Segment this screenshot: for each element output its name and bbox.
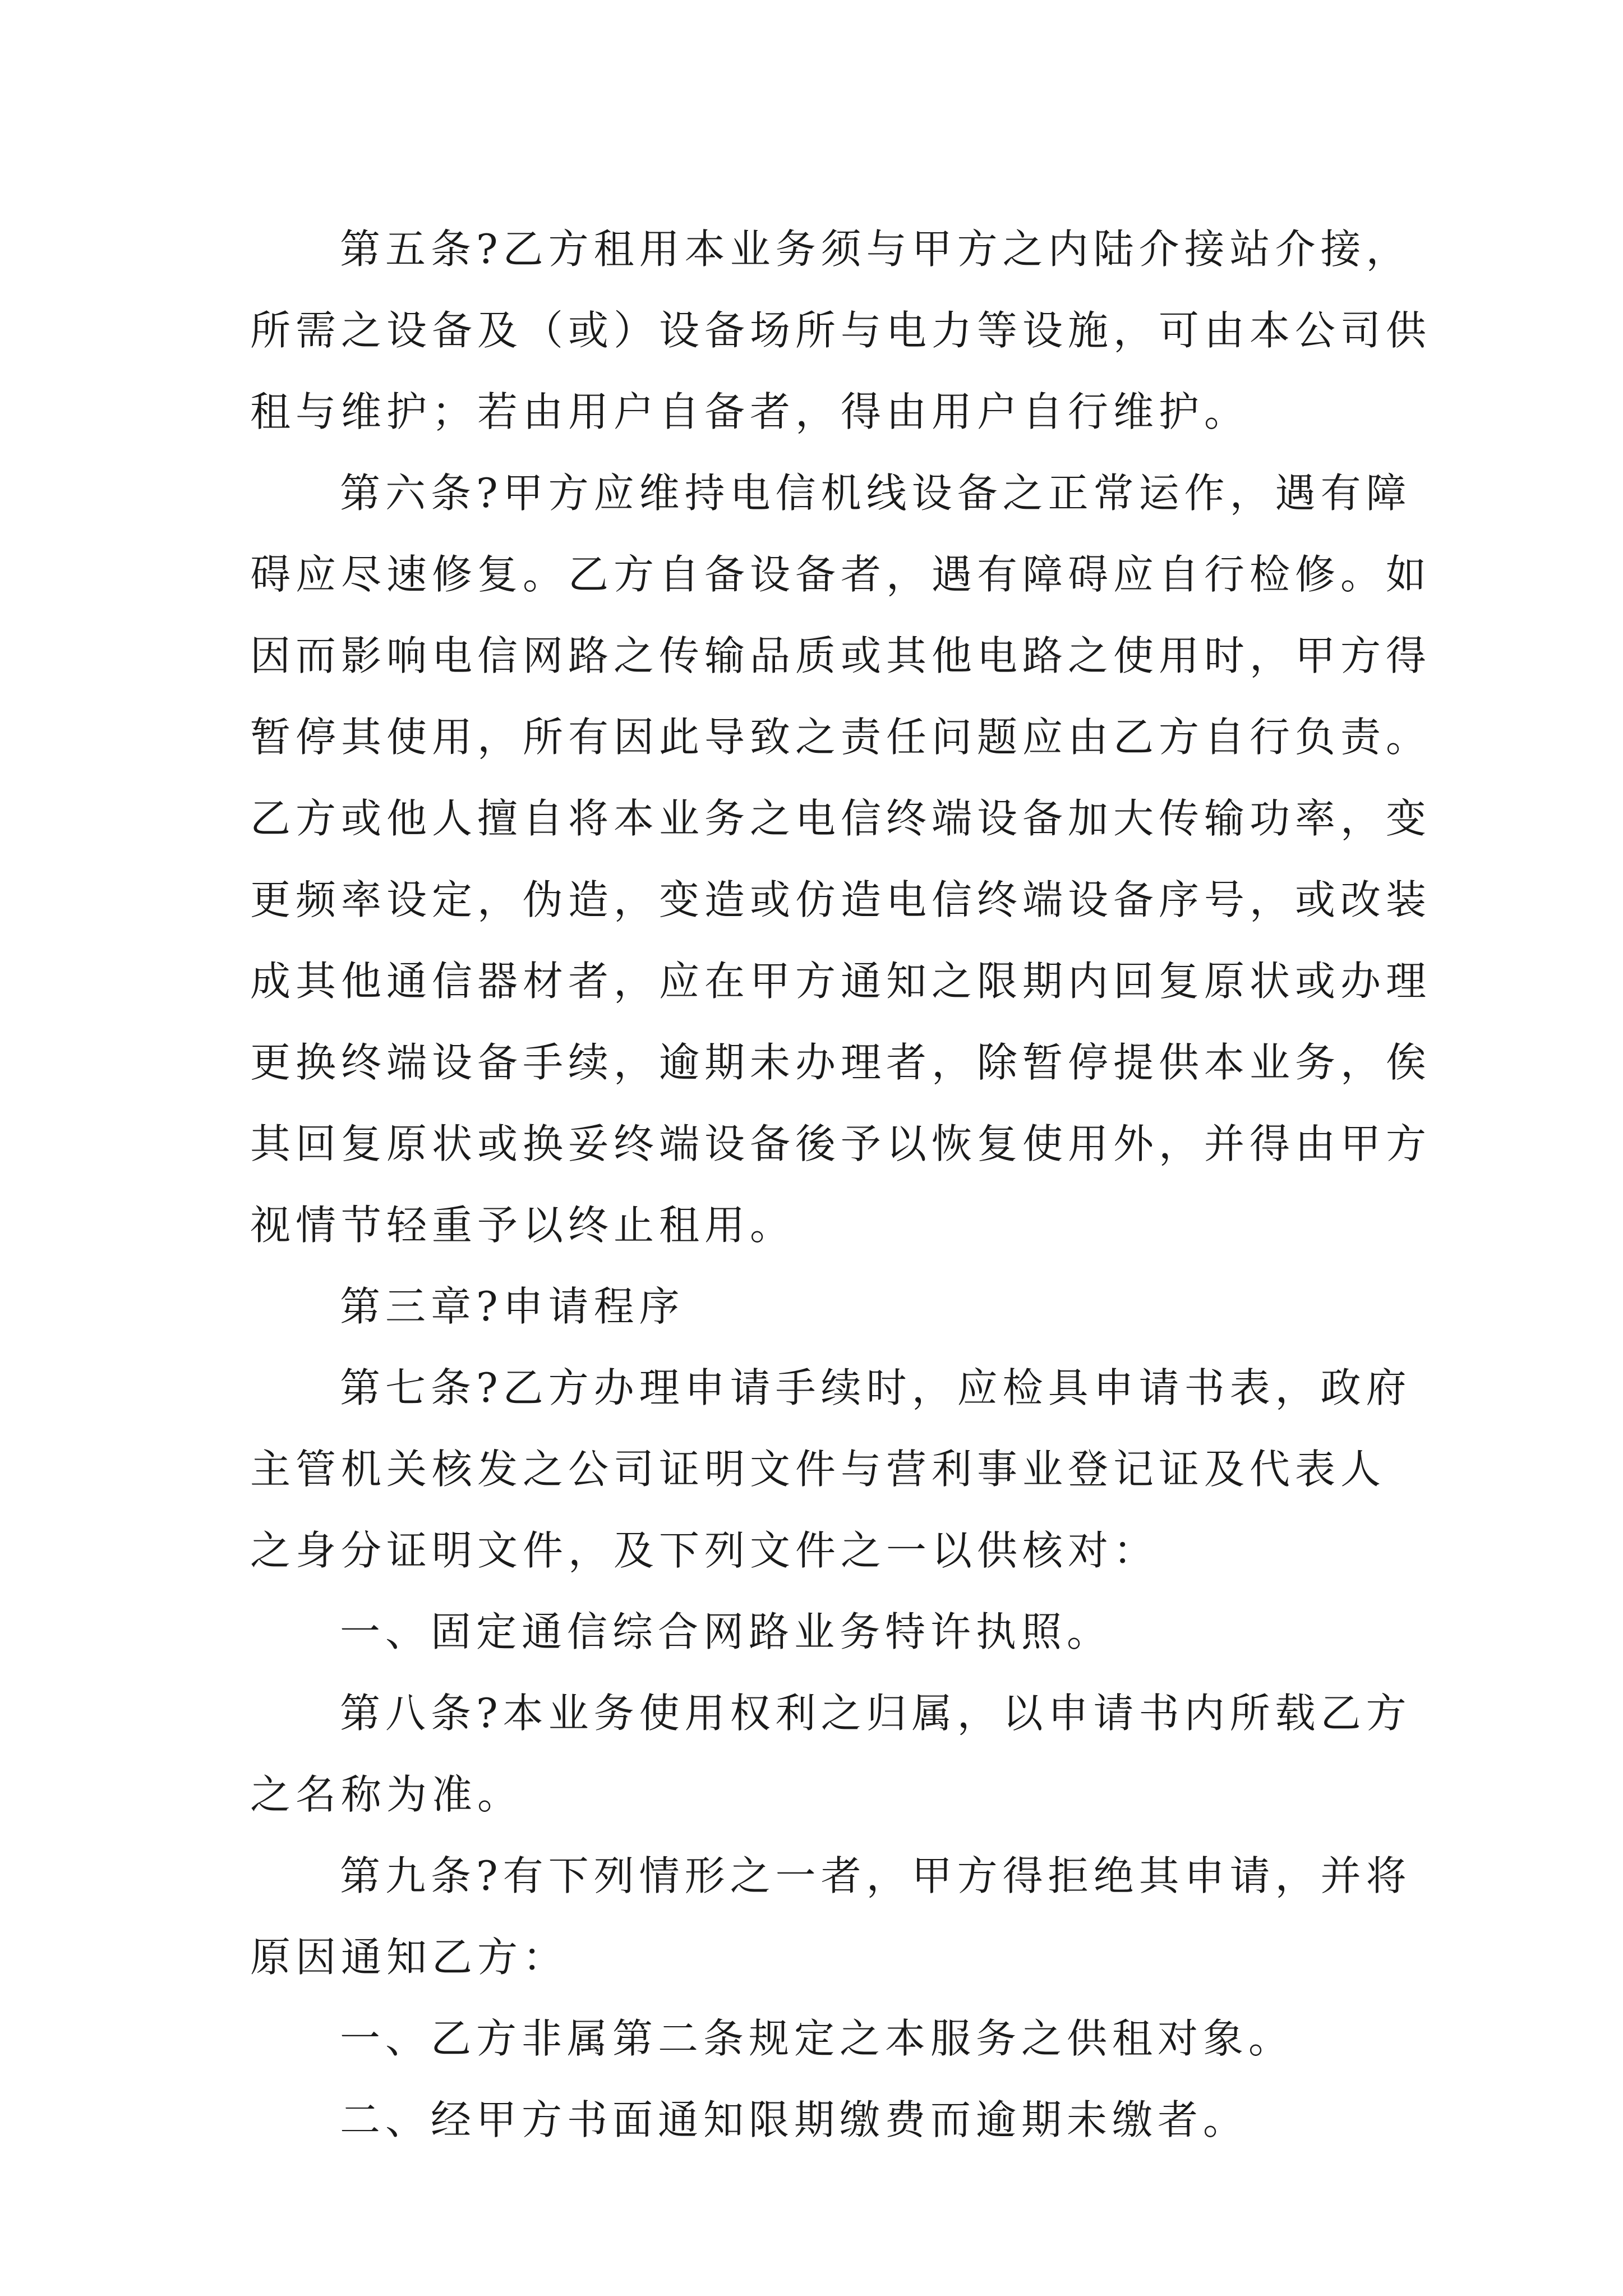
text-line: 成其他通信器材者，应在甲方通知之限期内回复原状或办理	[250, 958, 1432, 1005]
text-line: 视情节轻重予以终止租用。	[250, 1202, 796, 1249]
text-line: 更频率设定，伪造，变造或仿造电信终端设备序号，或改装	[250, 876, 1432, 923]
text-line: 之名称为准。	[250, 1771, 523, 1818]
text-line: 更换终端设备手续，逾期未办理者，除暂停提供本业务，俟	[250, 1039, 1432, 1086]
text-line: 碍应尽速修复。乙方自备设备者，遇有障碍应自行检修。如	[250, 551, 1432, 598]
text-line: 原因通知乙方：	[250, 1934, 569, 1981]
text-line: 乙方或他人擅自将本业务之电信终端设备加大传输功率，变	[250, 795, 1432, 842]
text-line: 第九条?有下列情形之一者，甲方得拒绝其申请，并将	[340, 1852, 1412, 1899]
text-line: 第五条?乙方租用本业务须与甲方之内陆介接站介接，	[340, 226, 1412, 273]
text-line: 因而影响电信网路之传输品质或其他电路之使用时，甲方得	[250, 632, 1432, 679]
text-line: 主管机关核发之公司证明文件与营利事业登记证及代表人	[250, 1446, 1386, 1493]
text-line: 之身分证明文件，及下列文件之一以供核对：	[250, 1527, 1159, 1574]
text-line: 第七条?乙方办理申请手续时，应检具申请书表，政府	[340, 1364, 1412, 1411]
text-line: 第八条?本业务使用权利之归属，以申请书内所载乙方	[340, 1690, 1412, 1737]
list-item: 一、固定通信综合网路业务特许执照。	[340, 1608, 1113, 1655]
text-line: 所需之设备及（或）设备场所与电力等设施，可由本公司供	[250, 307, 1432, 354]
text-line: 暂停其使用，所有因此导致之责任问题应由乙方自行负责。	[250, 714, 1432, 761]
text-line: 其回复原状或换妥终端设备後予以恢复使用外，并得由甲方	[250, 1120, 1432, 1167]
chapter-heading: 第三章?申请程序	[340, 1283, 685, 1330]
list-item: 二、经甲方书面通知限期缴费而逾期未缴者。	[340, 2096, 1249, 2143]
text-line: 租与维护；若由用户自备者，得由用户自行维护。	[250, 388, 1250, 435]
list-item: 一、乙方非属第二条规定之本服务之供租对象。	[340, 2015, 1294, 2062]
text-line: 第六条?甲方应维持电信机线设备之正常运作，遇有障	[340, 470, 1412, 517]
document-body	[250, 209, 1432, 2161]
